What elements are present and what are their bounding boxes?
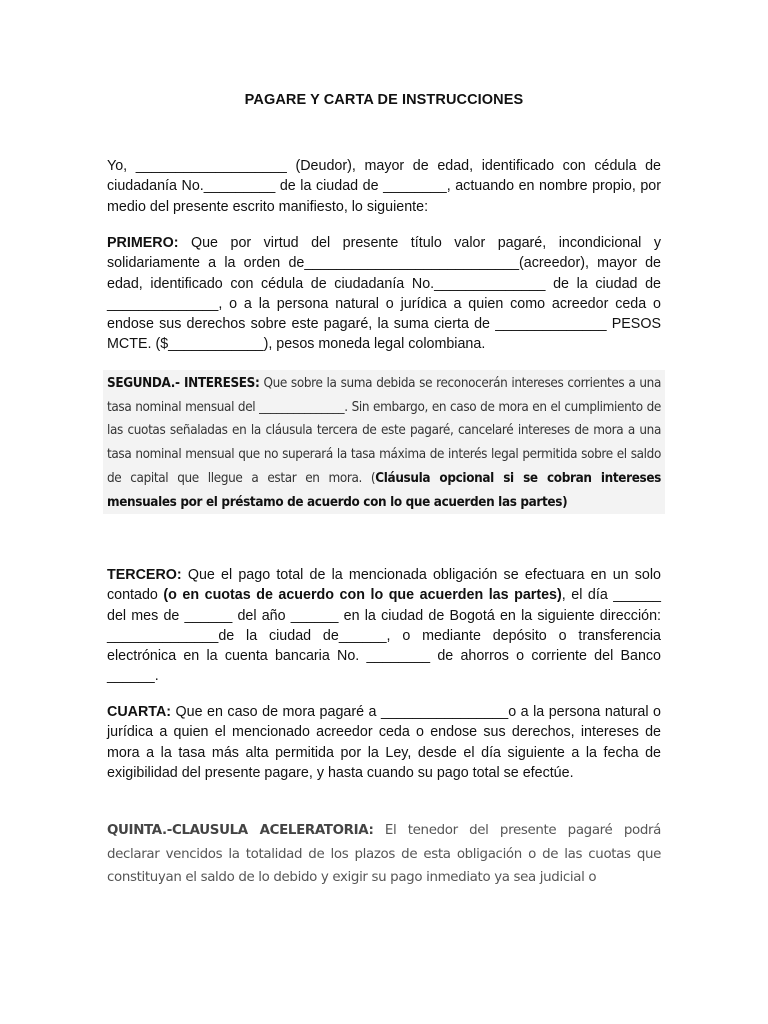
clause-tercero <box>107 565 661 687</box>
clause-quinta-text: El tenedor del presente pagaré podrá declarar vencidos la totalidad de los plazos de esta obligación o de las cuotas que constituyan el saldo de lo debido y exigir su pago inmediato ya sea judicial o <box>107 823 661 886</box>
clause-cuarta-label: CUARTA: <box>107 704 172 720</box>
clause-quinta-label: QUINTA.-CLAUSULA ACELERATORIA: <box>107 823 374 838</box>
clause-cuarta <box>107 702 661 783</box>
clause-segunda-text: Que sobre la suma debida se reconocerán intereses corrientes a una tasa nominal mensual del _______________. Sin embargo, en caso de mora en el cumplimiento de las cuotas señaladas en la cláusula tercera de este pagaré, cancelaré intereses de mora a una tasa nominal mensual que no superará la tasa máxima de interés legal permitida sobre el saldo de capital que llegue a estar en mora. ( <box>107 376 661 486</box>
clause-segunda-label: SEGUNDA.- INTERESES: <box>107 376 260 391</box>
clause-segunda-optional: Cláusula opcional si se cobran intereses mensuales por el préstamo de acuerdo con lo que acuerden las partes) <box>107 470 661 510</box>
clause-tercero-text-a: Que el pago total de la mencionada obligación se efectuara en un solo contado <box>107 567 661 604</box>
clause-segunda <box>103 370 665 514</box>
clause-tercero-bold: (o en cuotas de acuerdo con lo que acuerden las partes) <box>163 587 562 604</box>
clause-tercero-label: TERCERO: <box>107 567 182 583</box>
clause-tercero-text-b: , el día ______ del mes de ______ del año ______ en la ciudad de Bogotá en la siguiente dirección: ______________de la ciudad de______, o mediante depósito o transferencia electrónica en la cuenta bancaria No. ________ de ahorros o corriente del Banco ______. <box>107 587 662 685</box>
clause-primero <box>107 233 661 355</box>
intro-paragraph: Yo, ___________________ (Deudor), mayor de edad, identificado con cédula de ciudadanía No._________ de la ciudad de ________, actuando en nombre propio, por medio del presente escrito manifiesto, lo siguiente: <box>107 158 661 215</box>
clause-primero-label: PRIMERO: <box>107 235 179 251</box>
clause-quinta <box>107 819 661 890</box>
document-title: PAGARE Y CARTA DE INSTRUCCIONES <box>244 92 524 108</box>
clause-primero-text: Que por virtud del presente título valor pagaré, incondicional y solidariamente a la orden de___________________________(acreedor), mayor de edad, identificado con cédula de ciudadanía No.______________ de la ciudad de ______________, o a la persona natural o jurídica a quien como acreedor ceda o endose sus derechos sobre este pagaré, la suma cierta de ______________ PESOS MCTE. ($____________), pesos moneda legal colombiana. <box>107 235 661 353</box>
clause-cuarta-text: Que en caso de mora pagaré a ________________o a la persona natural o jurídica a quien el mencionado acreedor ceda o endose sus derechos, intereses de mora a la tasa más alta permitida por la Ley, desde el día siguiente a la fecha de exigibilidad del presente pagare, y hasta cuando su pago total se efectúe. <box>107 704 661 781</box>
